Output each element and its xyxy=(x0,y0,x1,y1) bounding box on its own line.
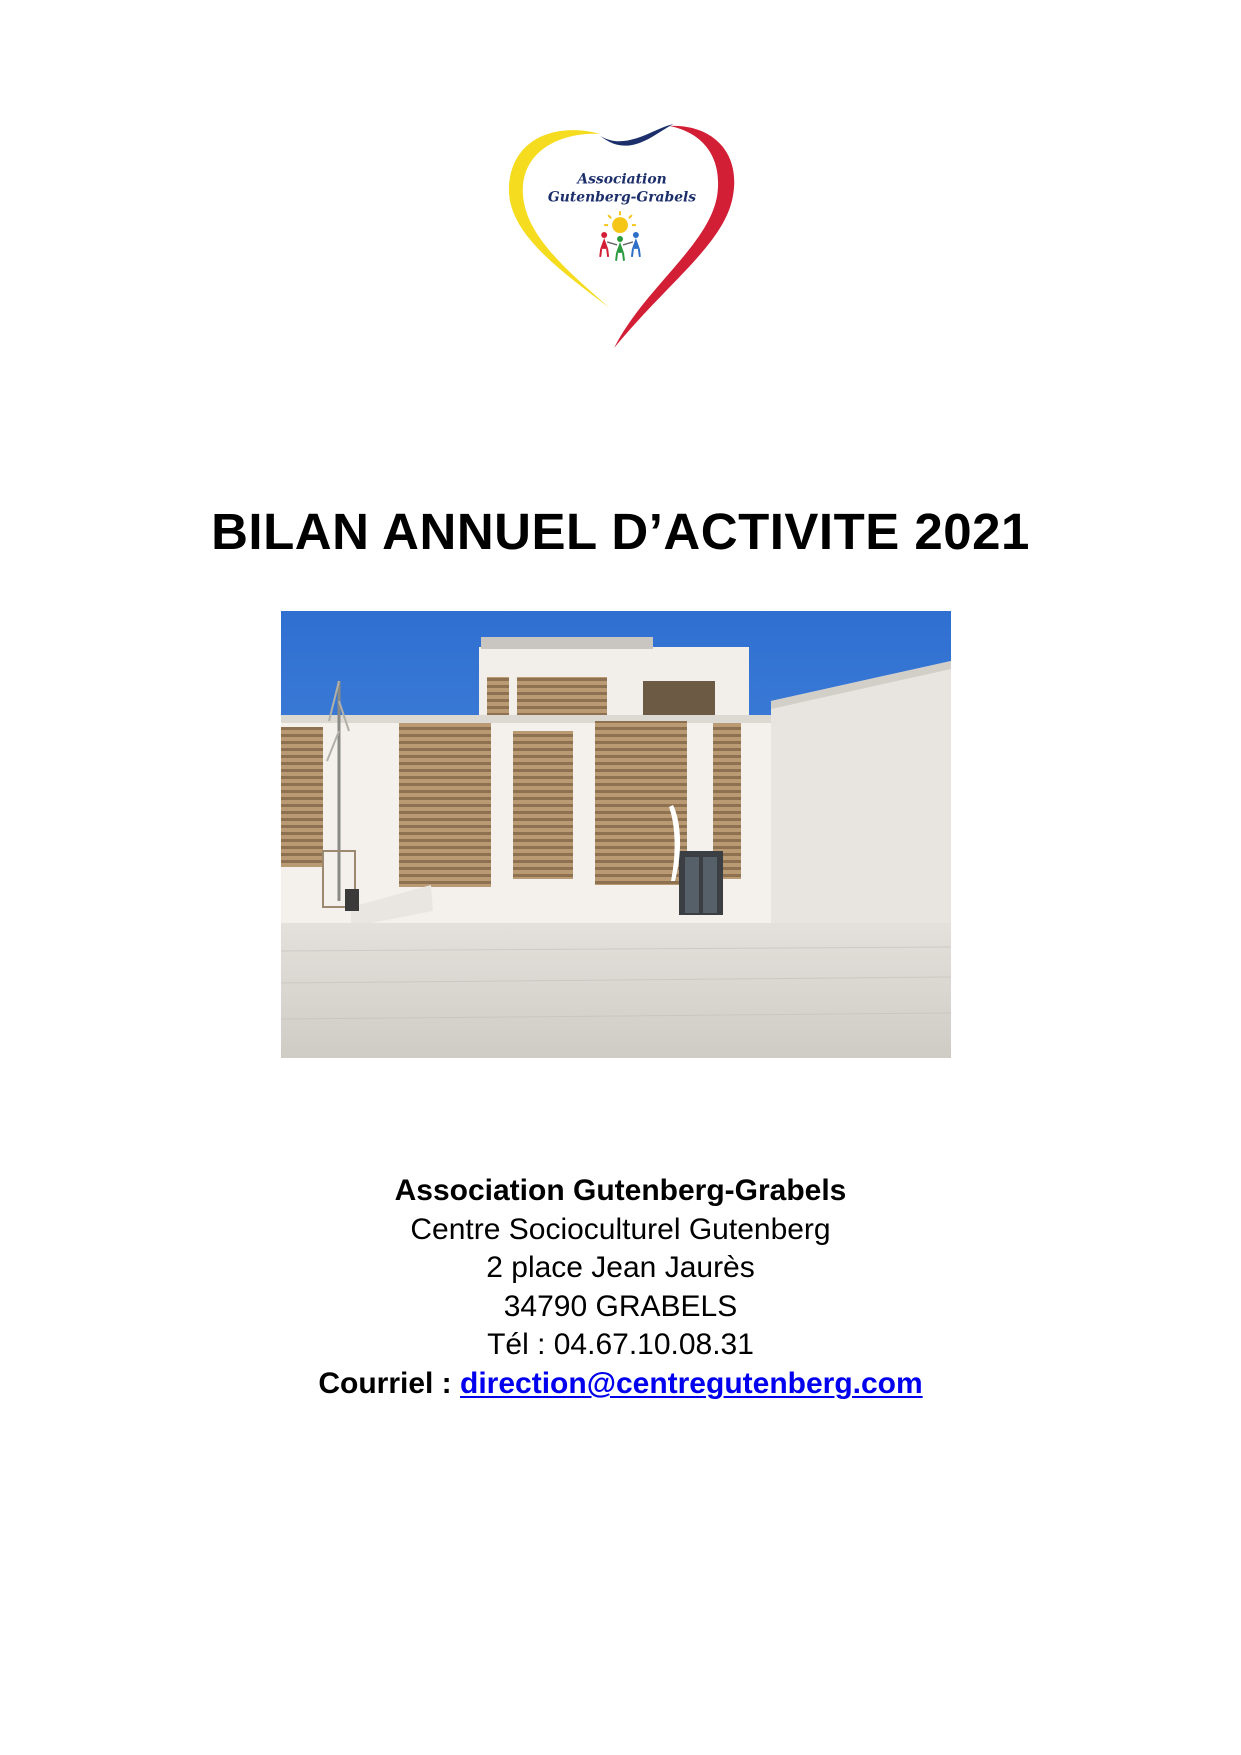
logo-text-line2: Gutenberg-Grabels xyxy=(547,189,697,206)
building-photo xyxy=(281,611,951,1058)
logo-text-line1: Association xyxy=(577,171,667,188)
email-link[interactable]: direction@centregutenberg.com xyxy=(460,1366,923,1400)
sun-icon xyxy=(604,211,636,233)
association-logo xyxy=(505,122,743,350)
heart-logo-icon xyxy=(505,122,743,350)
email-label: Courriel : xyxy=(318,1366,461,1400)
street-address: 2 place Jean Jaurès xyxy=(486,1251,755,1284)
children-icon xyxy=(600,232,640,261)
phone-number: Tél : 04.67.10.08.31 xyxy=(487,1328,754,1361)
city-address: 34790 GRABELS xyxy=(503,1289,738,1323)
centre-name: Centre Socioculturel Gutenberg xyxy=(410,1212,831,1246)
contact-block xyxy=(0,1172,1241,1403)
email-line xyxy=(0,1365,1241,1404)
building-image-icon xyxy=(281,611,951,1058)
association-name: Association Gutenberg-Grabels xyxy=(394,1174,847,1207)
page-title: BILAN ANNUEL D’ACTIVITE 2021 xyxy=(211,503,1030,560)
